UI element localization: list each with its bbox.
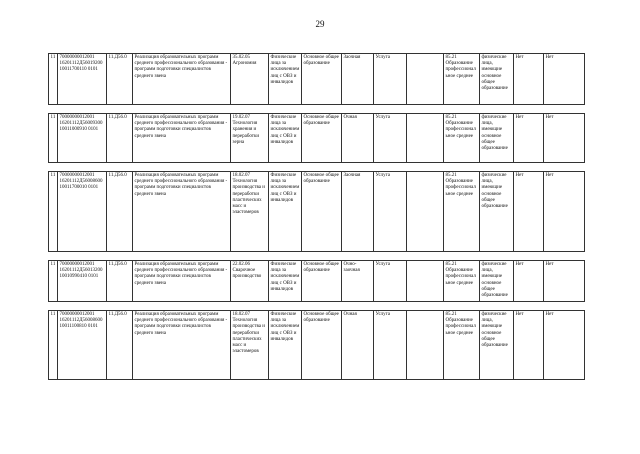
cell-empty-cell [407, 172, 444, 252]
cell-service-name: Реализация образовательных программ среднего профессионального образования - программ подготовки специалистов среднего звена [133, 54, 231, 105]
cell-row-number: 11 [49, 261, 58, 302]
cell-activity-code: 11.Д56.0 [107, 114, 133, 163]
cell-education-basis: Основное общее образование [302, 114, 342, 163]
page-number: 29 [315, 19, 325, 29]
cell-okved-code: 85.21 Образование профессиональное среднее [444, 261, 480, 302]
cell-activity-code: 11.Д56.0 [107, 54, 133, 105]
row-spacer [49, 163, 585, 172]
row-spacer [49, 302, 585, 311]
cell-activity-code: 11.Д56.0 [107, 311, 133, 380]
cell-empty-cell [407, 311, 444, 380]
cell-consumer-category: Физические лица за исключением лиц с ОВЗ и инвалидов [269, 54, 302, 105]
cell-recipients: физические лица, имеющие основное общее образование [480, 172, 514, 252]
cell-study-form: Заочная [342, 172, 374, 252]
cell-flag-2: Нет [544, 172, 585, 252]
cell-registry-code: 70000000012001 16201112Д5600860010011700010 0101 [58, 172, 107, 252]
cell-consumer-category: Физические лица за исключением лиц с ОВЗ и инвалидов [269, 261, 302, 302]
cell-recipients: физические лица, имеющие основное общее образование [480, 261, 514, 302]
table-row [49, 114, 585, 163]
cell-flag-2: Нет [544, 114, 585, 163]
cell-recipients: физические лица, имеющие основное общее образование [480, 114, 514, 163]
cell-activity-code: 11.Д56.0 [107, 172, 133, 252]
cell-flag-1: Нет [514, 261, 544, 302]
registry-table [48, 53, 585, 380]
cell-service-type: Услуга [374, 114, 407, 163]
cell-row-number: 11 [49, 311, 58, 380]
cell-education-basis: Основное общее образование [302, 261, 342, 302]
cell-service-type: Услуга [374, 311, 407, 380]
row-spacer-cell [49, 163, 585, 172]
cell-recipients: физические лица, имеющие основное общее образование [480, 311, 514, 380]
cell-row-number: 11 [49, 114, 58, 163]
cell-specialty: 22.02.06 Сварочное производство [231, 261, 269, 302]
cell-education-basis: Основное общее образование [302, 311, 342, 380]
cell-registry-code: 70000000012001 16201112Д5600860010011100810 0101 [58, 311, 107, 380]
cell-flag-2: Нет [544, 311, 585, 380]
cell-okved-code: 85.21 Образование профессиональное среднее [444, 114, 480, 163]
cell-study-form: Очная [342, 311, 374, 380]
cell-specialty: 19.02.07 Технология хранения и переработки зерна [231, 114, 269, 163]
row-spacer [49, 252, 585, 261]
cell-row-number: 11 [49, 54, 58, 105]
cell-consumer-category: Физические лица за исключением лиц с ОВЗ и инвалидов [269, 311, 302, 380]
cell-flag-1: Нет [514, 114, 544, 163]
cell-empty-cell [407, 114, 444, 163]
cell-service-type: Услуга [374, 261, 407, 302]
cell-specialty: 35.02.05 Агрономия [231, 54, 269, 105]
cell-registry-code: 70000000012001 16201112Д5601320010010990410 0101 [58, 261, 107, 302]
table-row [49, 54, 585, 105]
cell-service-name: Реализация образовательных программ среднего профессионального образования - программ подготовки специалистов среднего звена [133, 172, 231, 252]
row-spacer [49, 105, 585, 114]
cell-specialty: 18.02.07 Технология производства и переработки пластических масс и эластомеров [231, 311, 269, 380]
row-spacer-cell [49, 105, 585, 114]
cell-service-type: Услуга [374, 172, 407, 252]
cell-education-basis: Основное общее образование [302, 172, 342, 252]
cell-flag-1: Нет [514, 172, 544, 252]
cell-study-form: Очная [342, 114, 374, 163]
table-row [49, 172, 585, 252]
cell-flag-1: Нет [514, 311, 544, 380]
cell-flag-1: Нет [514, 54, 544, 105]
cell-recipients: физические лица, имеющие основное общее образование [480, 54, 514, 105]
cell-activity-code: 11.Д56.0 [107, 261, 133, 302]
cell-service-name: Реализация образовательных программ среднего профессионального образования - программ подготовки специалистов среднего звена [133, 114, 231, 163]
cell-consumer-category: Физические лица за исключением лиц с ОВЗ и инвалидов [269, 172, 302, 252]
cell-empty-cell [407, 261, 444, 302]
cell-flag-2: Нет [544, 54, 585, 105]
table-row [49, 261, 585, 302]
table-row [49, 311, 585, 380]
cell-empty-cell [407, 54, 444, 105]
cell-okved-code: 85.21 Образование профессиональное среднее [444, 172, 480, 252]
cell-education-basis: Основное общее образование [302, 54, 342, 105]
cell-service-name: Реализация образовательных программ среднего профессионального образования - программ подготовки специалистов среднего звена [133, 261, 231, 302]
row-spacer-cell [49, 302, 585, 311]
cell-okved-code: 85.21 Образование профессиональное среднее [444, 311, 480, 380]
cell-specialty: 18.02.07 Технология производства и переработки пластических масс и эластомеров [231, 172, 269, 252]
cell-registry-code: 70000000012001 16201112Д5600930010011000910 0101 [58, 114, 107, 163]
cell-okved-code: 85.21 Образование профессиональное среднее [444, 54, 480, 105]
cell-study-form: Заочная [342, 54, 374, 105]
cell-study-form: Очно-заочная [342, 261, 374, 302]
cell-service-name: Реализация образовательных программ среднего профессионального образования - программ подготовки специалистов среднего звена [133, 311, 231, 380]
cell-row-number: 11 [49, 172, 58, 252]
row-spacer-cell [49, 252, 585, 261]
cell-service-type: Услуга [374, 54, 407, 105]
cell-consumer-category: Физические лица за исключением лиц с ОВЗ и инвалидов [269, 114, 302, 163]
cell-registry-code: 70000000012001 16201112Д5601920010011700110 0101 [58, 54, 107, 105]
cell-flag-2: Нет [544, 261, 585, 302]
